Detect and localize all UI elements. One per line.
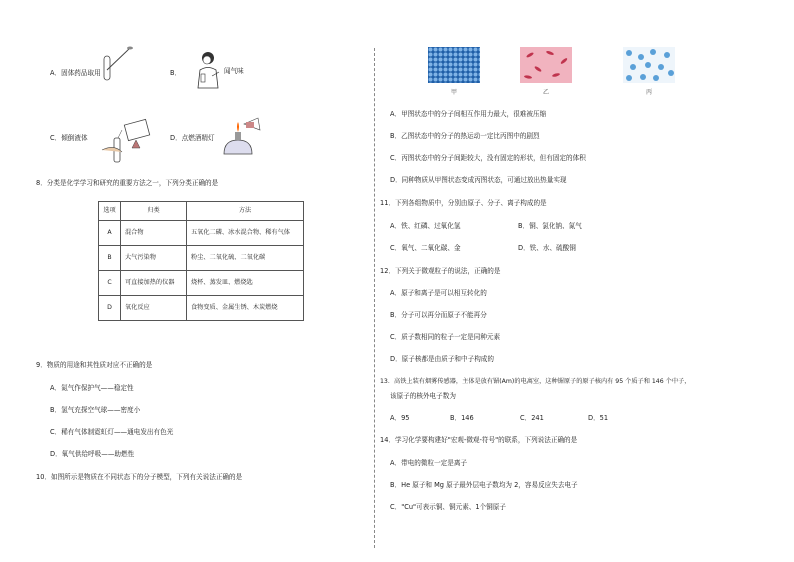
q13-stem-line2: 该原子的核外电子数为: [390, 392, 456, 400]
q14-stem: 14．学习化学要构建好"宏观-微观-符号"的联系，下列说法正确的是: [380, 436, 578, 444]
q7-option-b-caption: 闻气味: [224, 67, 244, 75]
image-label-jia: 甲: [451, 89, 458, 96]
table-header-option: 选项: [99, 202, 121, 221]
q11-option-c: C．氧气、二氧化碳、金: [390, 244, 461, 252]
table-cell: 可直接加热的仪器: [121, 271, 187, 296]
table-cell: 烧杯、蒸发皿、燃烧匙: [187, 271, 304, 296]
q8-classification-table: [98, 201, 304, 321]
q10-option-b: B．乙图状态中的分子的热运动一定比丙图中的剧烈: [390, 132, 540, 140]
q12-stem: 12．下列关于微观粒子的说法，正确的是: [380, 267, 501, 275]
q12-option-d: D．原子核都是由质子和中子构成的: [390, 355, 494, 363]
table-cell: 五氧化二磷、冰水混合物、稀有气体: [187, 221, 304, 246]
table-cell: 食物变质、金属生锈、木炭燃烧: [187, 296, 304, 321]
q7-option-d: D．点燃酒精灯: [170, 134, 215, 142]
table-header-category: 归类: [121, 202, 187, 221]
q11-option-d: D．铁、水、硫酸铜: [518, 244, 576, 252]
column-divider: [374, 48, 375, 548]
table-row: [99, 221, 304, 246]
q13-option-b: B．146: [450, 414, 474, 422]
image-label-bing: 丙: [646, 89, 653, 96]
person-smelling-figure: [194, 50, 224, 90]
q10-stem: 10．如图所示是物质在不同状态下的分子模型，下列有关说法正确的是: [36, 473, 243, 481]
q13-stem-line1: 13．高铁上装有烟雾传感器，主体是放有镅(Am)的电离室，这种镅原子的原子核内有 95 个质子和 146 个中子，: [380, 378, 691, 385]
table-cell: C: [99, 271, 121, 296]
table-row: [99, 271, 304, 296]
q9-option-a: A．氮气作保护气——稳定性: [50, 384, 134, 392]
alcohol-lamp-figure: [218, 114, 264, 160]
q12-option-a: A．原子和离子是可以相互转化的: [390, 289, 487, 297]
q9-stem: 9．物质的用途和其性质对应不正确的是: [36, 361, 153, 369]
table-header-row: [99, 202, 304, 221]
table-cell: B: [99, 246, 121, 271]
table-cell: 混合物: [121, 221, 187, 246]
q12-option-b: B．分子可以再分而原子不能再分: [390, 311, 487, 319]
q13-option-d: D．51: [588, 414, 609, 422]
q12-option-c: C．质子数相同的粒子一定是同种元素: [390, 333, 501, 341]
q10-option-c: C．丙图状态中的分子间距较大，没有固定的形状，但有固定的体积: [390, 154, 586, 162]
q13-option-a: A．95: [390, 414, 410, 422]
solid-state-model-image: [428, 47, 480, 83]
q10-option-d: D．同种物质从甲图状态变成丙图状态，可通过放出热量实现: [390, 176, 567, 184]
q14-option-c: C．"Cu"可表示铜、铜元素、1个铜原子: [390, 503, 506, 511]
q10-option-a: A．甲图状态中的分子间相互作用力最大，很难被压缩: [390, 110, 547, 118]
q9-option-b: B．氢气充探空气球——密度小: [50, 406, 141, 414]
q7-option-c: C．倾倒液体: [50, 134, 88, 142]
table-row: [99, 296, 304, 321]
table-cell: 粉尘、二氧化硫、二氧化碳: [187, 246, 304, 271]
q11-stem: 11．下列各组物质中，分别由原子、分子、离子构成的是: [380, 199, 547, 207]
table-cell: A: [99, 221, 121, 246]
q7-option-a: A．固体药品取用: [50, 69, 101, 77]
gas-state-model-image: [623, 47, 675, 83]
q11-option-b: B．铜、氯化钠、氮气: [518, 222, 582, 230]
q7-option-b: B．: [170, 69, 182, 77]
table-cell: D: [99, 296, 121, 321]
pouring-liquid-figure: [92, 118, 154, 166]
q13-option-c: C．241: [520, 414, 544, 422]
image-label-yi: 乙: [543, 89, 550, 96]
q14-option-b: B．He 原子和 Mg 原子最外层电子数均为 2，容易反应失去电子: [390, 481, 578, 489]
q14-option-a: A．带电的微粒一定是离子: [390, 459, 468, 467]
q9-option-d: D．氧气供给呼吸——助燃性: [50, 450, 135, 458]
table-row: [99, 246, 304, 271]
test-tube-figure: [96, 44, 136, 82]
table-cell: 大气污染物: [121, 246, 187, 271]
table-cell: 氧化反应: [121, 296, 187, 321]
q8-stem: 8．分类是化学学习和研究的重要方法之一，下列分类正确的是: [36, 179, 219, 187]
table-header-method: 方法: [187, 202, 304, 221]
liquid-state-model-image: [520, 47, 572, 83]
q9-option-c: C．稀有气体制霓虹灯——通电发出有色光: [50, 428, 174, 436]
q11-option-a: A．铁、红磷、过氧化氢: [390, 222, 461, 230]
